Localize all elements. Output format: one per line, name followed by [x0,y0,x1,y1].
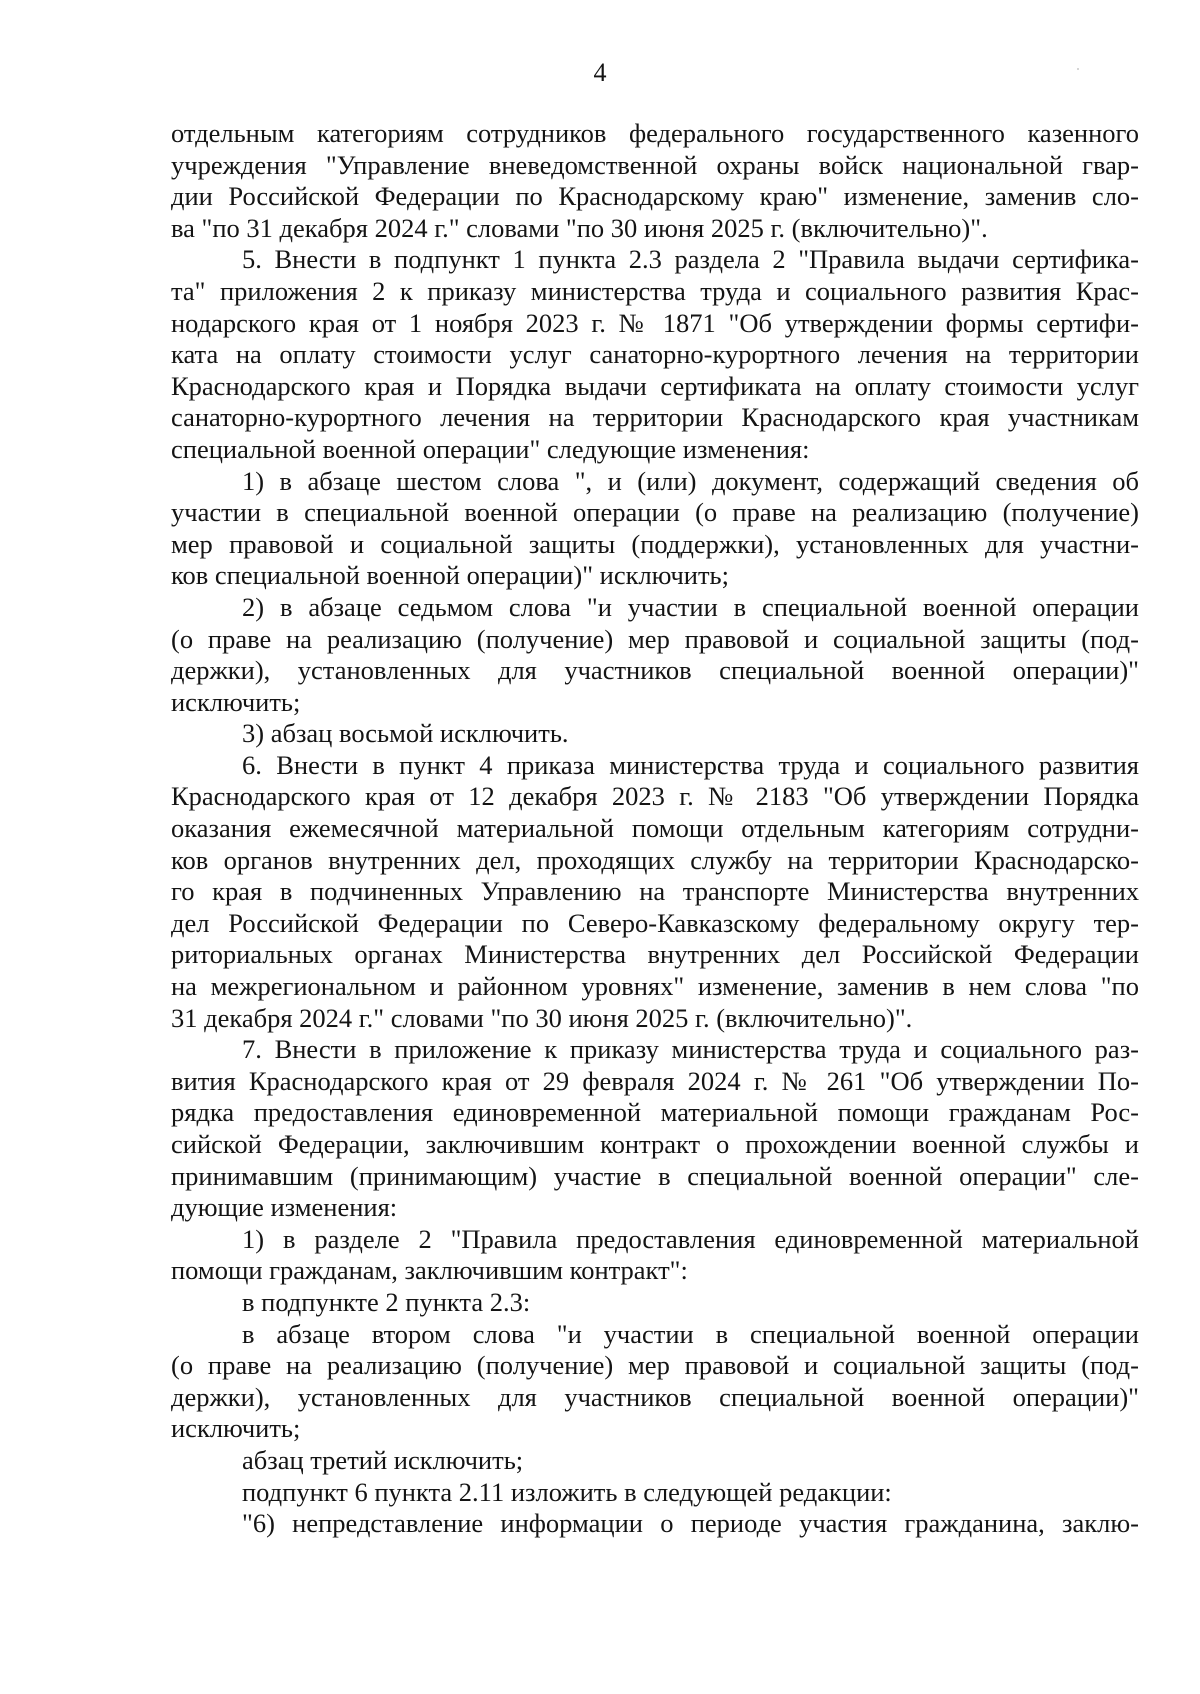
text-line: ков органов внутренних дел, проходящих службу на территории Краснодарско- [171,844,1139,875]
text-line: 31 декабря 2024 г." словами "по 30 июня 2025 г. (включительно)". [171,1002,913,1033]
text-line: риториальных органах Министерства внутренних дел Российской Федерации [171,939,1139,970]
document-body [171,118,1139,1540]
text-line: сийской Федерации, заключившим контракт о прохождении военной службы и [171,1129,1139,1159]
text-line: 1) в абзаце шестом слова ", и (или) документ, содержащий сведения об [242,465,1139,496]
text-line: принимавшим (принимающим) участие в специальной военной операции" сле- [171,1160,1139,1191]
text-line: исключить; [171,686,301,717]
text-line: мер правовой и социальной защиты (поддержки), установленных для участни- [171,528,1139,559]
text-line: санаторно-курортного лечения на территории Краснодарского края участникам [171,402,1139,433]
text-line: в подпункте 2 пункта 2.3: [242,1286,531,1317]
text-line: исключить; [171,1413,301,1444]
text-line: оказания ежемесячной материальной помощи отдельным категориям сотрудни- [171,813,1139,844]
text-line: Краснодарского края и Порядка выдачи сертификата на оплату стоимости услуг [171,370,1139,401]
text-line: отдельным категориям сотрудников федерального государственного казенного [171,118,1139,148]
text-line: (о праве на реализацию (получение) мер правовой и социальной защиты (под- [171,623,1139,654]
text-line: дии Российской Федерации по Краснодарскому краю" изменение, заменив сло- [171,181,1139,212]
text-line: 7. Внести в приложение к приказу министерства труда и социального раз- [242,1034,1139,1065]
text-line: дующие изменения: [171,1192,398,1223]
text-line: держки), установленных для участников специальной военной операции)" [171,1381,1139,1412]
text-line: абзац третий исключить; [242,1444,524,1475]
text-line: нодарского края от 1 ноября 2023 г. № 1871 "Об утверждении формы сертифи- [171,307,1139,338]
text-line: рядка предоставления единовременной материальной помощи гражданам Рос- [171,1097,1139,1128]
text-line: Краснодарского края от 12 декабря 2023 г. № 2183 "Об утверждении Порядка [171,781,1139,812]
text-line: ков специальной военной операции)" исключить; [171,560,730,591]
text-line: участии в специальной военной операции (о праве на реализацию (получение) [171,497,1139,528]
text-line: 1) в разделе 2 "Правила предоставления единовременной материальной [242,1223,1139,1254]
text-line: 6. Внести в пункт 4 приказа министерства труда и социального развития [242,749,1139,780]
text-line: "6) непредставление информации о периоде участия гражданина, заклю- [242,1508,1139,1539]
text-line: (о праве на реализацию (получение) мер правовой и социальной защиты (под- [171,1350,1139,1381]
page-number: 4 [593,58,607,87]
text-line: та" приложения 2 к приказу министерства труда и социального развития Крас- [171,275,1139,306]
text-line: вития Краснодарского края от 29 февраля 2024 г. № 261 "Об утверждении По- [171,1065,1139,1096]
text-line: подпункт 6 пункта 2.11 изложить в следующей редакции: [242,1476,892,1507]
text-line: учреждения "Управление вневедомственной охраны войск национальной гвар- [171,149,1139,180]
text-line: ва "по 31 декабря 2024 г." словами "по 30 июня 2025 г. (включительно)". [171,212,988,243]
scan-speck [1077,68,1079,70]
text-line: ката на оплату стоимости услуг санаторно-курортного лечения на территории [171,339,1139,370]
text-line: 3) абзац восьмой исключить. [242,718,569,749]
text-line: специальной военной операции" следующие изменения: [171,433,810,464]
text-line: на межрегиональном и районном уровнях" изменение, заменив в нем слова "по [171,971,1139,1002]
text-line: в абзаце втором слова "и участии в специальной военной операции [242,1318,1139,1349]
text-line: 5. Внести в подпункт 1 пункта 2.3 раздела 2 "Правила выдачи сертифика- [242,244,1139,275]
text-line: держки), установленных для участников специальной военной операции)" [171,655,1139,686]
text-line: го края в подчиненных Управлению на транспорте Министерства внутренних [171,876,1139,907]
text-line: помощи гражданам, заключившим контракт": [171,1255,688,1286]
text-line: дел Российской Федерации по Северо-Кавказскому федеральному округу тер- [171,907,1139,938]
text-line: 2) в абзаце седьмом слова "и участии в специальной военной операции [242,591,1139,622]
